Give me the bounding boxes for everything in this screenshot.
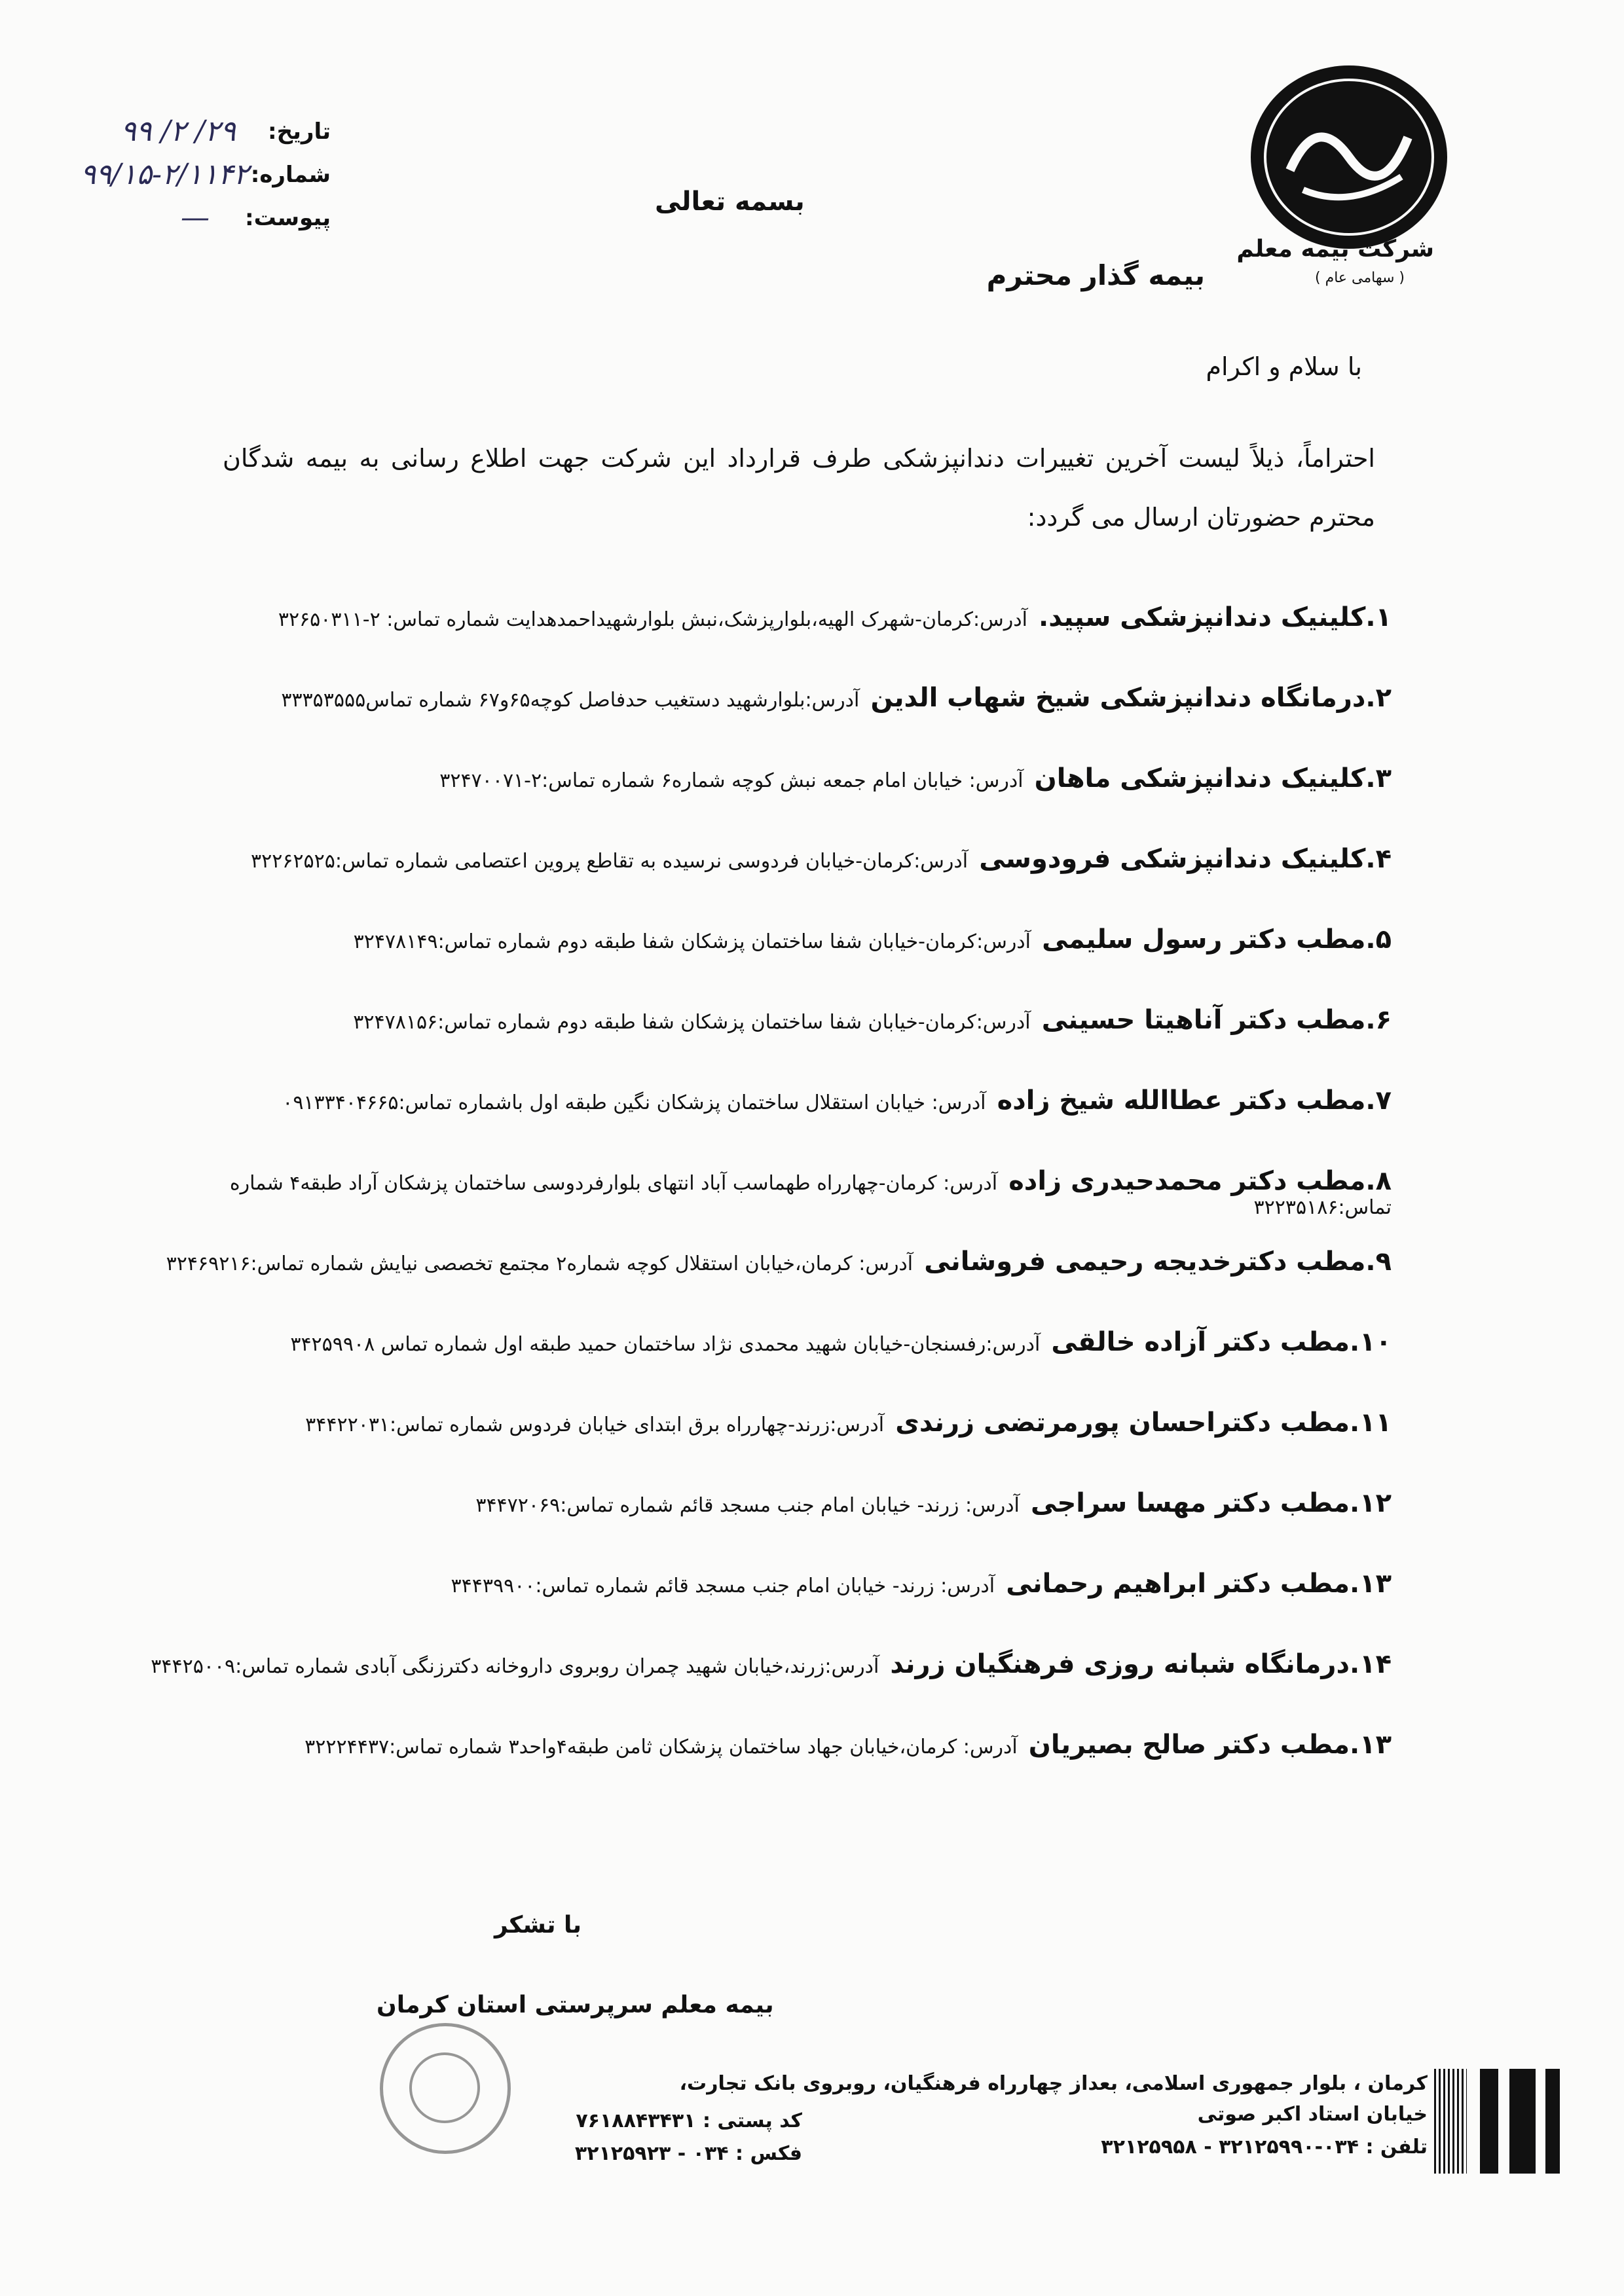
provider-address: آدرس:کرمان-شهرک الهیه،بلوارپزشک،نبش بلوارشهیداحمدهدایت شماره تماس: ۲-۳۲۶۵۰۳۱۱	[278, 608, 1027, 631]
fax-label: فکس :	[735, 2142, 802, 2165]
number-label: شماره:	[250, 162, 331, 188]
date-label: تاریخ:	[268, 118, 331, 145]
list-item	[95, 1649, 1392, 1730]
provider-address: آدرس: کرمان-چهارراه طهماسب آباد انتهای بلوارفردوسی ساختمان پزشکان آراد طبقه۴ شماره تماس:۳۲۲۳۵۱۸۶	[229, 1172, 1392, 1219]
signature: بیمه معلم سرپرستی استان کرمان	[377, 1992, 774, 2018]
list-item	[95, 1408, 1392, 1488]
postal-value: ۷۶۱۸۸۴۳۴۳۱	[576, 2109, 696, 2132]
provider-name: ۱۰.مطب دکتر آزاده خالقی	[1051, 1327, 1392, 1357]
phone-value: ۰۳۴-۳۲۱۲۵۹۹۰ - ۳۲۱۲۵۹۵۸	[1101, 2136, 1359, 2159]
provider-address: آدرس:کرمان-خیابان شفا ساختمان پزشکان شفا طبقه دوم شماره تماس:۳۲۴۷۸۱۴۹	[353, 930, 1031, 953]
provider-name: ۳.کلینیک دندانپزشکی ماهان	[1034, 763, 1392, 793]
list-item	[95, 1730, 1392, 1810]
footer-postal	[576, 2109, 802, 2132]
official-stamp	[380, 2023, 511, 2154]
provider-address: آدرس: کرمان،خیابان استقلال کوچه شماره۲ مجتمع تخصصی نیایش شماره تماس:۳۲۴۶۹۲۱۶	[166, 1252, 913, 1275]
provider-address: آدرس:رفسنجان-خیابان شهید محمدی نژاد ساختمان حمید طبقه اول شماره تماس ۳۴۲۵۹۹۰۸	[290, 1333, 1041, 1356]
provider-address: آدرس:زرند-چهارراه برق ابتدای خیابان فردوس شماره تماس:۳۴۴۲۲۰۳۱	[305, 1413, 885, 1436]
list-item	[95, 844, 1392, 924]
provider-address: آدرس:کرمان-خیابان فردوسی نرسیده به تقاطع پروین اعتصامی شماره تماس:۳۲۲۶۲۵۲۵	[250, 850, 969, 873]
letter-meta-labels	[245, 110, 331, 240]
provider-name: ۸.مطب دکتر محمدحیدری زاده	[1008, 1166, 1392, 1196]
list-item	[95, 763, 1392, 844]
footer-address-1: کرمان ، بلوار جمهوری اسلامی، بعداز چهارراه فرهنگیان، روبروی بانک تجارت،	[679, 2072, 1428, 2095]
list-item	[95, 1166, 1392, 1247]
provider-address: آدرس:زرند،خیابان شهید چمران روبروی داروخانه دکترزنگی آبادی شماره تماس:۳۴۴۲۵۰۰۹	[151, 1655, 879, 1678]
company-type: ( سهامی عام )	[1315, 270, 1405, 286]
list-item	[95, 683, 1392, 763]
phone-label: تلفن :	[1365, 2136, 1428, 2159]
provider-address: آدرس: زرند- خیابان امام جنب مسجد قائم شماره تماس:۳۴۴۳۹۹۰۰	[451, 1575, 995, 1597]
provider-list	[95, 602, 1392, 1810]
provider-name: ۱۱.مطب دکتراحسان پورمرتضی زرندی	[895, 1408, 1392, 1438]
provider-address: آدرس:بلوارشهید دستغیب حدفاصل کوچه۶۵و۶۷ شماره تماس۳۳۳۵۳۵۵۵	[281, 689, 860, 712]
attachment-label: پیوست:	[245, 205, 331, 231]
date-value: ۹۹ /۲ /۲۹	[120, 115, 236, 148]
fax-value: ۰۳۴ - ۳۲۱۲۵۹۲۳	[574, 2142, 729, 2165]
attachment-value: —	[181, 201, 210, 234]
list-item	[95, 1085, 1392, 1166]
bime-moallem-logo	[1244, 59, 1454, 255]
footer-decor-bars	[1434, 2069, 1565, 2174]
provider-name: ۹.مطب دکترخدیجه رحیمی فروشانی	[924, 1247, 1392, 1277]
provider-address: آدرس: خیابان استقلال ساختمان پزشکان نگین طبقه اول باشماره تماس:۰۹۱۳۳۴۰۴۶۶۵	[282, 1091, 986, 1114]
list-item	[95, 1005, 1392, 1085]
provider-name: ۷.مطب دکتر عطاالله شیخ زاده	[997, 1085, 1392, 1116]
list-item	[95, 1327, 1392, 1408]
list-item	[95, 1569, 1392, 1649]
provider-address: آدرس: خیابان امام جمعه نبش کوچه شماره۶ شماره تماس:۲-۳۲۴۷۰۰۷۱	[439, 769, 1024, 792]
intro-paragraph: احتراماً، ذیلاً لیست آخرین تغییرات دندانپزشکی طرف قرارداد این شرکت جهت اطلاع رسانی به بیمه شدگان محترم حضورتان ارسال می گردد:	[223, 444, 1375, 532]
provider-address: آدرس: کرمان،خیابان جهاد ساختمان پزشکان ثامن طبقه۴واحد۳ شماره تماس:۳۲۲۲۴۴۳۷	[304, 1736, 1018, 1758]
list-item	[95, 1488, 1392, 1569]
footer-phone	[1101, 2136, 1428, 2159]
provider-name: ۱۲.مطب دکتر مهسا سراجی	[1031, 1488, 1392, 1518]
provider-name: ۲.درمانگاه دندانپزشکی شیخ شهاب الدین	[870, 683, 1392, 713]
addressee: بیمه گذار محترم	[986, 259, 1205, 291]
provider-name: ۴.کلینیک دندانپزشکی فرودوسی	[979, 844, 1392, 874]
postal-label: کد پستی :	[702, 2109, 802, 2132]
letter-meta-values	[13, 110, 249, 240]
provider-address: آدرس: زرند- خیابان امام جنب مسجد قائم شماره تماس:۳۴۴۷۲۰۶۹	[475, 1494, 1020, 1517]
provider-name: ۶.مطب دکتر آناهیتا حسینی	[1041, 1005, 1392, 1035]
list-item	[95, 1247, 1392, 1327]
company-name: شرکت بیمه معلم	[1236, 236, 1434, 263]
provider-name: ۱.کلینیک دندانپزشکی سپید.	[1039, 602, 1392, 632]
provider-address: آدرس:کرمان-خیابان شفا ساختمان پزشکان شفا طبقه دوم شماره تماس:۳۲۴۷۸۱۵۶	[353, 1011, 1031, 1034]
provider-name: ۱۴.درمانگاه شبانه روزی فرهنگیان زرند	[890, 1649, 1392, 1679]
provider-name: ۵.مطب دکتر رسول سلیمی	[1042, 924, 1392, 955]
list-item	[95, 602, 1392, 683]
provider-name: ۱۳.مطب دکتر صالح بصیریان	[1028, 1730, 1392, 1760]
closing: با تشکر	[494, 1912, 582, 1939]
number-value: ۹۹/۱۵-۲/۱۱۴۲	[80, 158, 249, 191]
footer-fax	[575, 2142, 802, 2165]
greeting: با سلام و اکرام	[1206, 352, 1362, 381]
footer-address-2: خیابان استاد اکبر صوتی	[1197, 2103, 1428, 2126]
basmala: بسمه تعالی	[655, 187, 805, 217]
list-item	[95, 924, 1392, 1005]
provider-name: ۱۳.مطب دکتر ابراهیم رحمانی	[1006, 1569, 1392, 1599]
